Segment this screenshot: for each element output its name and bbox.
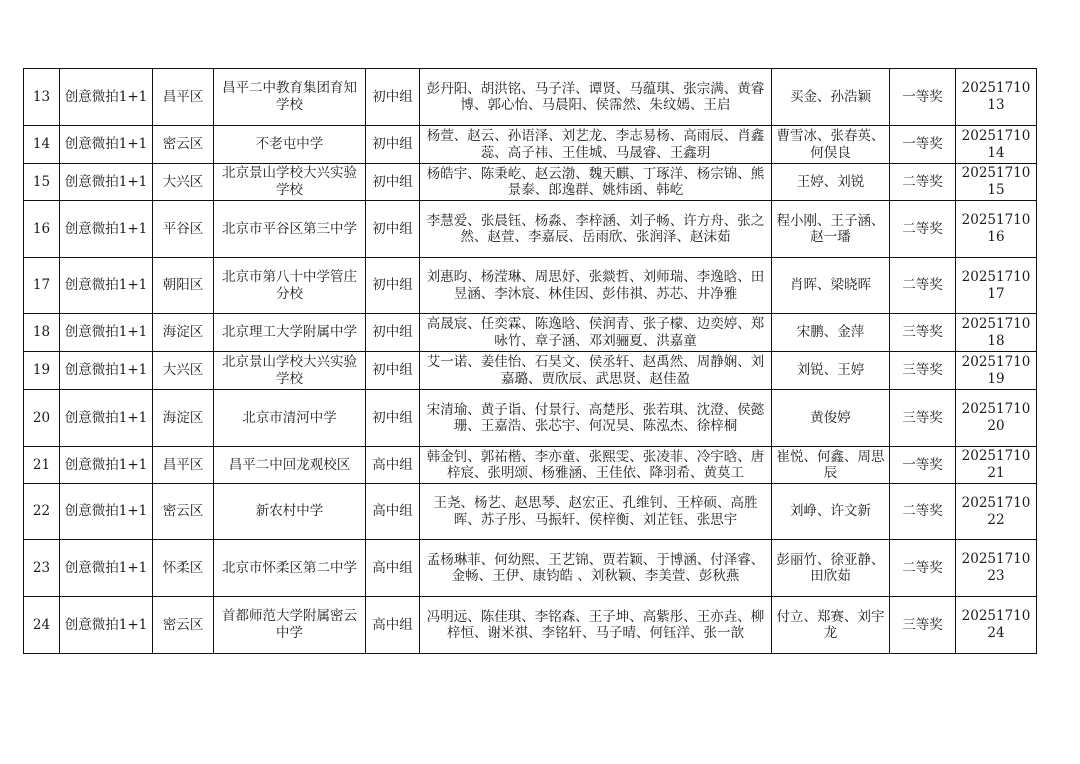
- district-cell: 朝阳区: [153, 258, 214, 314]
- row-number: 18: [24, 314, 60, 352]
- group-cell: 初中组: [366, 126, 420, 164]
- group-cell: 初中组: [366, 164, 420, 201]
- teachers-cell: 崔悦、何鑫、周思辰: [772, 447, 890, 484]
- id-cell: 2025171017: [956, 258, 1037, 314]
- teachers-cell: 程小刚、王子涵、赵一璠: [772, 201, 890, 258]
- school-cell: 昌平二中回龙观校区: [214, 447, 366, 484]
- award-cell: 二等奖: [890, 484, 956, 540]
- row-number: 23: [24, 540, 60, 597]
- district-cell: 海淀区: [153, 390, 214, 447]
- table-row: [24, 126, 1037, 164]
- category-cell: 创意微拍1+1: [60, 597, 153, 654]
- district-cell: 海淀区: [153, 314, 214, 352]
- students-cell: 韩金钊、郭祐楷、李亦童、张熙雯、张凌菲、冷宇晗、唐梓宸、张明颂、杨雅涵、王佳依、降羽希、黄莫工: [420, 447, 772, 484]
- students-cell: 李慧爱、张晨钰、杨淼、李梓涵、刘子畅、许方舟、张之然、赵萱、李嘉辰、岳雨欣、张润泽、赵沫茹: [420, 201, 772, 258]
- school-cell: 新农村中学: [214, 484, 366, 540]
- awards-table: [23, 68, 1037, 654]
- district-cell: 平谷区: [153, 201, 214, 258]
- teachers-cell: 曹雪冰、张春英、何俣良: [772, 126, 890, 164]
- id-cell: 2025171013: [956, 69, 1037, 126]
- category-cell: 创意微拍1+1: [60, 314, 153, 352]
- group-cell: 高中组: [366, 484, 420, 540]
- students-cell: 杨皓宇、陈秉屹、赵云渤、魏天麒、丁琢洋、杨宗锦、熊景泰、郎逸群、姚炜函、韩屹: [420, 164, 772, 201]
- group-cell: 初中组: [366, 201, 420, 258]
- award-cell: 一等奖: [890, 447, 956, 484]
- students-cell: 高晟宸、任奕霖、陈逸晗、侯润青、张子檬、边奕婷、郑咏竹、章子涵、邓刘骊夏、洪嘉童: [420, 314, 772, 352]
- school-cell: 北京市第八十中学管庄分校: [214, 258, 366, 314]
- id-cell: 2025171016: [956, 201, 1037, 258]
- teachers-cell: 彭丽竹、徐亚静、田欣茹: [772, 540, 890, 597]
- teachers-cell: 付立、郑赛、刘宇龙: [772, 597, 890, 654]
- district-cell: 大兴区: [153, 352, 214, 390]
- award-cell: 一等奖: [890, 69, 956, 126]
- table-row: [24, 597, 1037, 654]
- district-cell: 密云区: [153, 126, 214, 164]
- table-row: [24, 390, 1037, 447]
- table-row: [24, 314, 1037, 352]
- school-cell: 不老屯中学: [214, 126, 366, 164]
- students-cell: 杨萱、赵云、孙语泽、刘艺龙、李志易杨、高雨辰、肖鑫蕊、高子祎、王佳城、马晟睿、王鑫玥: [420, 126, 772, 164]
- row-number: 22: [24, 484, 60, 540]
- category-cell: 创意微拍1+1: [60, 447, 153, 484]
- table-row: [24, 164, 1037, 201]
- students-cell: 宋清瑜、黄子诣、付景行、高楚彤、张若琪、沈澄、侯懿珊、王嘉浩、张芯宇、何况昊、陈泓杰、徐梓桐: [420, 390, 772, 447]
- group-cell: 初中组: [366, 390, 420, 447]
- category-cell: 创意微拍1+1: [60, 540, 153, 597]
- category-cell: 创意微拍1+1: [60, 352, 153, 390]
- school-cell: 北京景山学校大兴实验学校: [214, 164, 366, 201]
- row-number: 15: [24, 164, 60, 201]
- district-cell: 昌平区: [153, 447, 214, 484]
- row-number: 17: [24, 258, 60, 314]
- row-number: 16: [24, 201, 60, 258]
- row-number: 20: [24, 390, 60, 447]
- table-row: [24, 540, 1037, 597]
- table-row: [24, 447, 1037, 484]
- table-body: [24, 69, 1037, 654]
- table-row: [24, 484, 1037, 540]
- row-number: 24: [24, 597, 60, 654]
- district-cell: 密云区: [153, 597, 214, 654]
- students-cell: 王尧、杨艺、赵思琴、赵宏正、孔维钊、王梓硕、高胜晖、苏子彤、马振轩、侯梓衡、刘芷钰、张思宇: [420, 484, 772, 540]
- id-cell: 2025171015: [956, 164, 1037, 201]
- group-cell: 高中组: [366, 447, 420, 484]
- school-cell: 北京市怀柔区第二中学: [214, 540, 366, 597]
- students-cell: 刘惠昀、杨滢琳、周思妤、张燚哲、刘师瑞、李逸晗、田昱涵、李沐宸、林佳因、彭伟祺、苏芯、井净雅: [420, 258, 772, 314]
- students-cell: 冯明远、陈佳琪、李铭森、王子坤、高紫彤、王亦垚、柳梓恒、谢米祺、李铭轩、马子晴、何钰洋、张一歆: [420, 597, 772, 654]
- table-row: [24, 258, 1037, 314]
- group-cell: 初中组: [366, 69, 420, 126]
- students-cell: 孟杨琳菲、何幼熙、王艺锦、贾若颖、于博涵、付泽睿、金畅、王伊、康钧皓 、刘秋颖、李美萱、彭秋燕: [420, 540, 772, 597]
- id-cell: 2025171020: [956, 390, 1037, 447]
- teachers-cell: 王婷、刘锐: [772, 164, 890, 201]
- id-cell: 2025171019: [956, 352, 1037, 390]
- category-cell: 创意微拍1+1: [60, 258, 153, 314]
- district-cell: 昌平区: [153, 69, 214, 126]
- row-number: 14: [24, 126, 60, 164]
- award-cell: 二等奖: [890, 164, 956, 201]
- category-cell: 创意微拍1+1: [60, 126, 153, 164]
- award-cell: 二等奖: [890, 540, 956, 597]
- school-cell: 昌平二中教育集团育知学校: [214, 69, 366, 126]
- group-cell: 初中组: [366, 314, 420, 352]
- id-cell: 2025171024: [956, 597, 1037, 654]
- group-cell: 初中组: [366, 352, 420, 390]
- students-cell: 艾一诺、姜佳怡、石昊文、侯丞轩、赵禹然、周静娴、刘嘉璐、贾欣辰、武思贤、赵佳盈: [420, 352, 772, 390]
- category-cell: 创意微拍1+1: [60, 201, 153, 258]
- teachers-cell: 刘峥、许文新: [772, 484, 890, 540]
- district-cell: 大兴区: [153, 164, 214, 201]
- district-cell: 怀柔区: [153, 540, 214, 597]
- id-cell: 2025171018: [956, 314, 1037, 352]
- row-number: 13: [24, 69, 60, 126]
- teachers-cell: 肖晖、梁晓晖: [772, 258, 890, 314]
- group-cell: 高中组: [366, 540, 420, 597]
- table-row: [24, 69, 1037, 126]
- teachers-cell: 黄俊婷: [772, 390, 890, 447]
- award-cell: 三等奖: [890, 352, 956, 390]
- award-cell: 三等奖: [890, 390, 956, 447]
- id-cell: 2025171021: [956, 447, 1037, 484]
- award-cell: 二等奖: [890, 258, 956, 314]
- row-number: 21: [24, 447, 60, 484]
- row-number: 19: [24, 352, 60, 390]
- award-cell: 三等奖: [890, 314, 956, 352]
- id-cell: 2025171022: [956, 484, 1037, 540]
- school-cell: 首都师范大学附属密云中学: [214, 597, 366, 654]
- school-cell: 北京景山学校大兴实验学校: [214, 352, 366, 390]
- id-cell: 2025171023: [956, 540, 1037, 597]
- group-cell: 初中组: [366, 258, 420, 314]
- award-cell: 三等奖: [890, 597, 956, 654]
- award-cell: 二等奖: [890, 201, 956, 258]
- category-cell: 创意微拍1+1: [60, 69, 153, 126]
- district-cell: 密云区: [153, 484, 214, 540]
- school-cell: 北京市清河中学: [214, 390, 366, 447]
- school-cell: 北京市平谷区第三中学: [214, 201, 366, 258]
- category-cell: 创意微拍1+1: [60, 390, 153, 447]
- category-cell: 创意微拍1+1: [60, 484, 153, 540]
- teachers-cell: 宋鹏、金萍: [772, 314, 890, 352]
- school-cell: 北京理工大学附属中学: [214, 314, 366, 352]
- teachers-cell: 刘锐、王婷: [772, 352, 890, 390]
- category-cell: 创意微拍1+1: [60, 164, 153, 201]
- students-cell: 彭丹阳、胡洪铭、马子洋、谭贤、马蕴琪、张宗满、黄睿博、郭心怡、马晨阳、侯霈然、朱纹嫣、王启: [420, 69, 772, 126]
- group-cell: 高中组: [366, 597, 420, 654]
- table-row: [24, 352, 1037, 390]
- teachers-cell: 买金、孙浩颖: [772, 69, 890, 126]
- id-cell: 2025171014: [956, 126, 1037, 164]
- award-cell: 一等奖: [890, 126, 956, 164]
- table-row: [24, 201, 1037, 258]
